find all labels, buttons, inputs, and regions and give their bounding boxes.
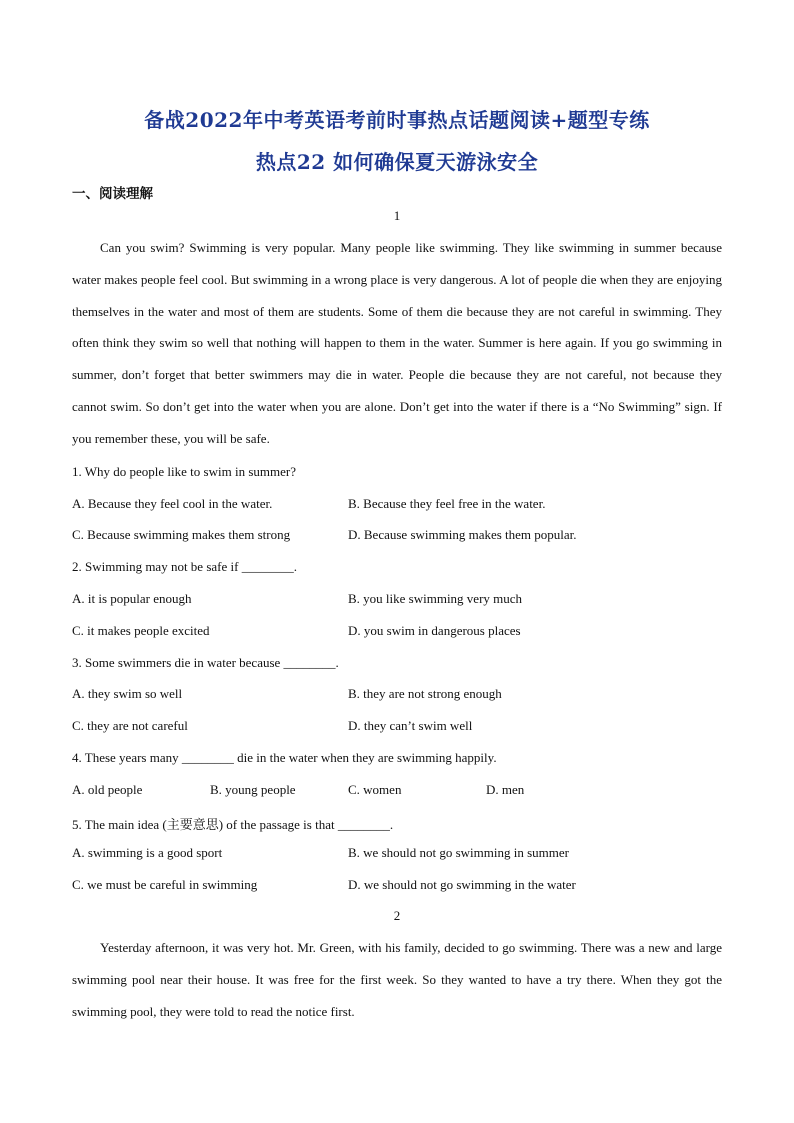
question-4-option-a: A. old people (72, 782, 143, 797)
document-title: 备战2022年中考英语考前时事热点话题阅读+题型专练 (144, 108, 650, 132)
question-4-option-c: C. women (348, 782, 402, 797)
passage-2-text: Yesterday afternoon, it was very hot. Mr. Green, with his family, decided to go swimming. There was a new and large swimming pool near their house. It was free for the first week. So they wanted to have a try there. When they got the swimming pool, they were told to read the notice first. (72, 940, 722, 1019)
question-1-option-a: A. Because they feel cool in the water. (72, 496, 273, 511)
question-2-option-b: B. you like swimming very much (348, 591, 523, 606)
question-3-option-b: B. they are not strong enough (348, 686, 502, 701)
passage-1-text: Can you swim? Swimming is very popular. Many people like swimming. They like swimming in summer because water makes people feel cool. But swimming in a wrong place is very dangerous. A lot of people die when they are enjoying themselves in the water and most of them are students. Some of them die because they are not careful in swimming. They often think they swim so well that nothing will happen to them in the water. Summer is here again. If you go swimming in summer, don’t forget that better swimmers may die in water. People die because they are not careful, not because they cannot swim. So don’t get into the water when you are alone. Don’t get into the water if there is a “No Swimming” sign. If you remember these, you will be safe. (72, 240, 722, 446)
question-5-stem: 5. The main idea (主要意思) of the passage is that ________. (72, 817, 394, 832)
question-1-stem: 1. Why do people like to swim in summer? (72, 464, 296, 479)
question-1-option-b: B. Because they feel free in the water. (348, 496, 546, 511)
question-4-stem: 4. These years many ________ die in the water when they are swimming happily. (72, 750, 497, 765)
question-5-option-b: B. we should not go swimming in summer (348, 845, 569, 860)
question-5-option-d: D. we should not go swimming in the water (348, 877, 576, 892)
question-4-option-d: D. men (486, 782, 525, 797)
question-2-stem: 2. Swimming may not be safe if ________. (72, 559, 297, 574)
passage-1-number: 1 (393, 208, 401, 223)
section-heading: 一、阅读理解 (72, 186, 153, 202)
document-subtitle: 热点22 如何确保夏天游泳安全 (255, 150, 539, 174)
question-2-option-c: C. it makes people excited (72, 623, 210, 638)
question-2-option-d: D. you swim in dangerous places (348, 623, 521, 638)
question-2-option-a: A. it is popular enough (72, 591, 192, 606)
question-5-option-c: C. we must be careful in swimming (72, 877, 258, 892)
question-1-option-d: D. Because swimming makes them popular. (348, 527, 577, 542)
question-3-stem: 3. Some swimmers die in water because ________. (72, 655, 339, 670)
question-4-option-b: B. young people (210, 782, 296, 797)
question-3-option-c: C. they are not careful (72, 718, 188, 733)
question-1-option-c: C. Because swimming makes them strong (72, 527, 291, 542)
passage-2-number: 2 (393, 908, 401, 923)
question-5-option-a: A. swimming is a good sport (72, 845, 223, 860)
question-3-option-a: A. they swim so well (72, 686, 183, 701)
question-3-option-d: D. they can’t swim well (348, 718, 473, 733)
